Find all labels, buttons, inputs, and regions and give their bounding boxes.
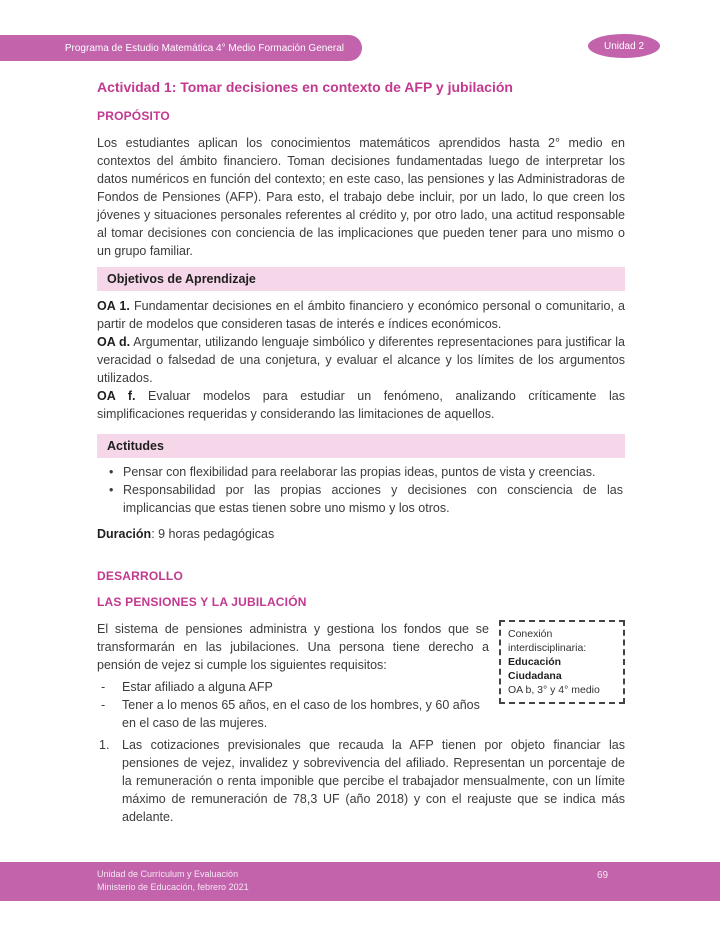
duracion-label: Duración [97, 527, 152, 541]
page-content [97, 78, 625, 826]
activity-title: Actividad 1: Tomar decisiones en contexto de AFP y jubilación [97, 79, 513, 95]
conexion-box-subject: Educación Ciudadana [508, 656, 562, 682]
list-item [97, 678, 489, 696]
bullet-icon: • [109, 483, 114, 497]
pensiones-heading: LAS PENSIONES Y LA JUBILACIÓN [97, 595, 307, 609]
oa-item-label: OA d. [97, 335, 131, 349]
requisitos-list [97, 678, 489, 732]
pensiones-section [97, 620, 625, 732]
pensiones-intro: El sistema de pensiones administra y gestiona los fondos que se transformarán en las jubilaciones. Una persona tiene derecho a pensión de vejez si cumple los siguientes requisitos: [97, 622, 489, 672]
oa-item [97, 333, 625, 387]
list-item-number: 1. [99, 738, 110, 752]
oa-item-label: OA f. [97, 389, 136, 403]
list-item [97, 696, 489, 732]
numbered-list [97, 736, 625, 826]
pensiones-main-column [97, 620, 489, 732]
oa-item [97, 297, 625, 333]
objetivos-list [97, 297, 625, 423]
duracion-line [97, 525, 625, 543]
oa-item-text: Argumentar, utilizando lenguaje simbólico y diferentes representaciones para justificar la veracidad o falsedad de una conjetura, y evaluar el alcance y los límites de los argumentos utilizados. [97, 335, 625, 385]
unit-badge-label: Unidad 2 [603, 40, 645, 52]
list-item-text: Las cotizaciones previsionales que recauda la AFP tienen por objeto financiar las pensiones de vejez, invalidez y sobrevivencia del afiliado. Representan un porcentaje de la remuneración o renta imponible que percibe el trabajador mensualmente, con un límite máximo de remuneración de 78,3 UF (año 2018) y con el reajuste que se indica más adelante. [122, 738, 625, 824]
list-item-text: Estar afiliado a alguna AFP [122, 680, 273, 694]
actitudes-bar-label: Actitudes [107, 439, 164, 453]
list-item-text: Pensar con flexibilidad para reelaborar las propias ideas, puntos de vista y creencias. [123, 465, 596, 479]
actitudes-bar [97, 434, 625, 458]
page-number: 69 [597, 870, 609, 881]
program-badge [0, 35, 362, 61]
page-footer [0, 862, 720, 901]
oa-item-label: OA 1. [97, 299, 130, 313]
oa-item-text: Evaluar modelos para estudiar un fenómeno, analizando críticamente las simplificaciones requeridas y considerando las limitaciones de aquellos. [97, 389, 625, 421]
oa-item-text: Fundamentar decisiones en el ámbito financiero y económico personal o comunitario, a partir de modelos que consideren tasas de interés e índices económicos. [97, 299, 625, 331]
list-item-text: Tener a lo menos 65 años, en el caso de los hombres, y 60 años en el caso de las mujeres. [122, 698, 480, 730]
list-item [97, 736, 625, 826]
conexion-box-intro: Conexión interdisciplinaria: [508, 628, 587, 654]
objetivos-bar-label: Objetivos de Aprendizaje [107, 272, 256, 286]
unit-badge [588, 34, 660, 58]
program-badge-label: Programa de Estudio Matemática 4° Medio Formación General [64, 42, 344, 54]
proposito-heading: PROPÓSITO [97, 109, 170, 123]
bullet-icon: • [109, 465, 114, 479]
dash-icon: - [101, 698, 106, 712]
dash-icon: - [101, 680, 106, 694]
conexion-interdisciplinaria-box [499, 620, 625, 704]
footer-line2: Ministerio de Educación, febrero 2021 [97, 882, 249, 892]
desarrollo-heading: DESARROLLO [97, 569, 183, 583]
actitudes-list [97, 463, 625, 517]
list-item-text: Responsabilidad por las propias acciones y decisiones con consciencia de las implicancias que estas tienen sobre uno mismo y los otros. [123, 483, 623, 515]
proposito-body: Los estudiantes aplican los conocimientos matemáticos aprendidos hasta 2° medio en contextos del ámbito financiero. Toman decisiones fundamentadas luego de interpretar los datos numéricos en función del contexto; en este caso, las pensiones y las Administradoras de Fondos de Pensiones (AFP). Para esto, el trabajo debe incluir, por un lado, lo que creen los jóvenes y situaciones personales referentes al crédito y, por otro lado, una actitud responsable al tomar decisiones con conciencia de las implicaciones que pueden tener para uno mismo o un grupo familiar. [97, 136, 625, 258]
duracion-value: : 9 horas pedagógicas [151, 527, 275, 541]
objetivos-bar [97, 267, 625, 291]
oa-item [97, 387, 625, 423]
conexion-box-oa: OA b, 3° y 4° medio [508, 684, 600, 696]
footer-organization [97, 868, 249, 894]
list-item [97, 463, 625, 481]
list-item [97, 481, 625, 517]
footer-line1: Unidad de Currículum y Evaluación [97, 869, 239, 879]
